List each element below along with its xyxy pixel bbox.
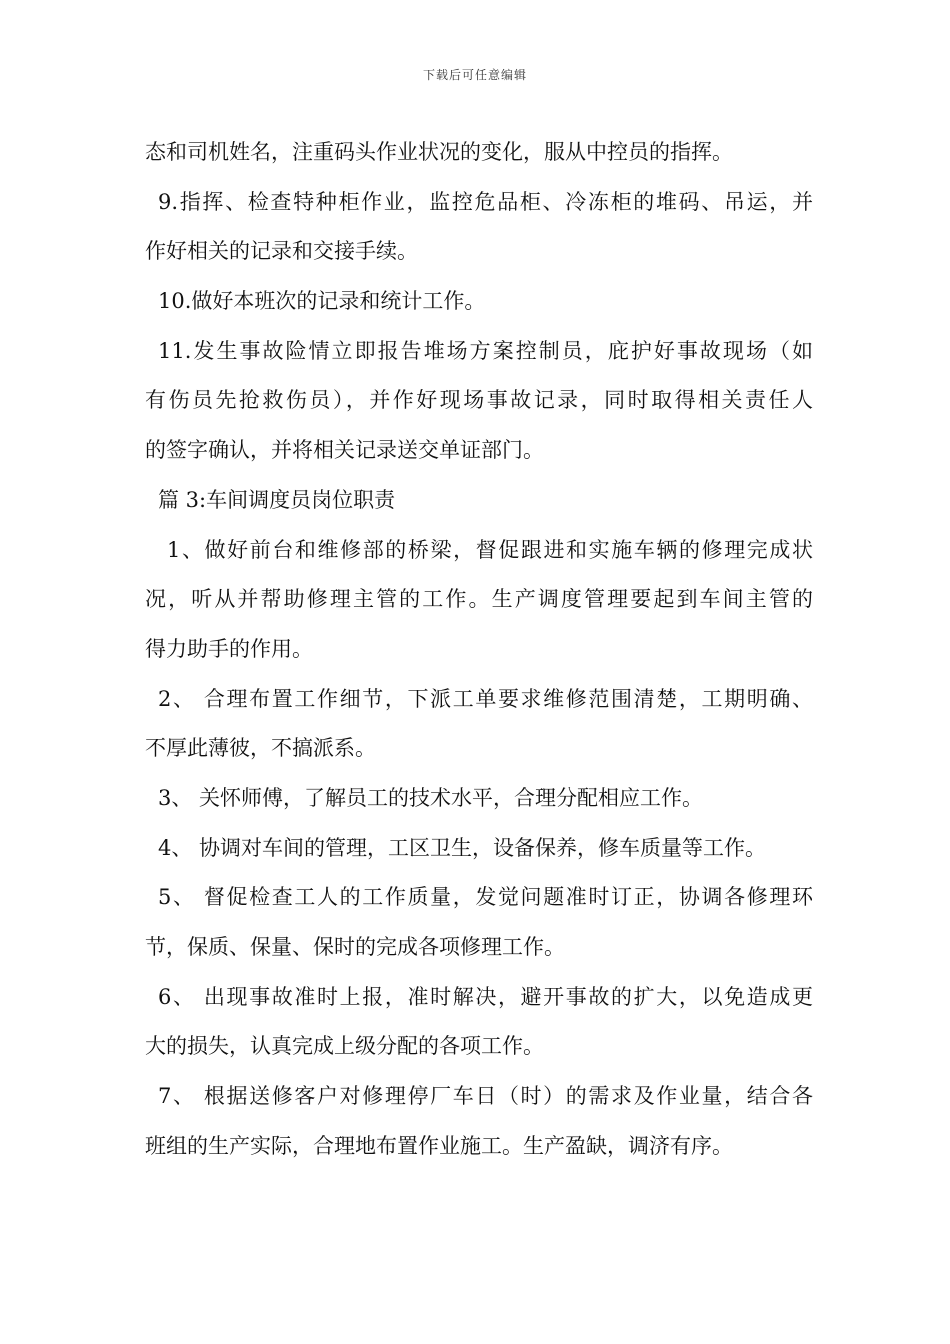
document-body bbox=[145, 128, 813, 1171]
text-line: 作好相关的记录和交接手续。 bbox=[145, 239, 418, 264]
list-item-4: 4、 协调对车间的管理，工区卫生，设备保养，修车质量等工作。 bbox=[158, 835, 767, 860]
list-item-11: 11.发生事故险情立即报告堆场方案控制员，庇护好事故现场（如 bbox=[158, 338, 813, 363]
list-item-2: 2、 合理布置工作细节，下派工单要求维修范围清楚，工期明确、 bbox=[158, 686, 813, 711]
text-line: 有伤员先抢救伤员），并作好现场事故记录，同时取得相关责任人 bbox=[145, 388, 813, 413]
section-heading: 篇 3:车间调度员岗位职责 bbox=[158, 487, 396, 512]
list-item-10: 10.做好本班次的记录和统计工作。 bbox=[158, 289, 486, 314]
list-item-7: 7、 根据送修客户对修理停厂车日（时）的需求及作业量，结合各 bbox=[158, 1084, 813, 1109]
text-line: 大的损失，认真完成上级分配的各项工作。 bbox=[145, 1034, 544, 1059]
text-line: 得力助手的作用。 bbox=[145, 636, 313, 661]
list-item-9: 9.指挥、检查特种柜作业，监控危品柜、冷冻柜的堆码、吊运，并 bbox=[158, 189, 813, 214]
text-line: 的签字确认，并将相关记录送交单证部门。 bbox=[145, 438, 544, 463]
page-header: 下载后可任意编辑 bbox=[422, 68, 527, 82]
list-item-3: 3、 关怀师傅，了解员工的技术水平，合理分配相应工作。 bbox=[158, 785, 704, 810]
text-line: 态和司机姓名，注重码头作业状况的变化，服从中控员的指挥。 bbox=[145, 140, 733, 164]
text-line: 节，保质、保量、保时的完成各项修理工作。 bbox=[145, 935, 565, 959]
text-line: 不厚此薄彼，不搞派系。 bbox=[145, 736, 376, 761]
list-item-5: 5、 督促检查工人的工作质量，发觉问题准时订正，协调各修理环 bbox=[158, 885, 813, 910]
text-line: 况，听从并帮助修理主管的工作。生产调度管理要起到车间主管的 bbox=[145, 587, 813, 612]
text-line: 班组的生产实际，合理地布置作业施工。生产盈缺，调济有序。 bbox=[145, 1133, 733, 1158]
list-item-6: 6、 出现事故准时上报，准时解决，避开事故的扩大，以免造成更 bbox=[158, 984, 813, 1009]
list-item-1: 1、做好前台和维修部的桥梁，督促跟进和实施车辆的修理完成状 bbox=[167, 537, 813, 562]
